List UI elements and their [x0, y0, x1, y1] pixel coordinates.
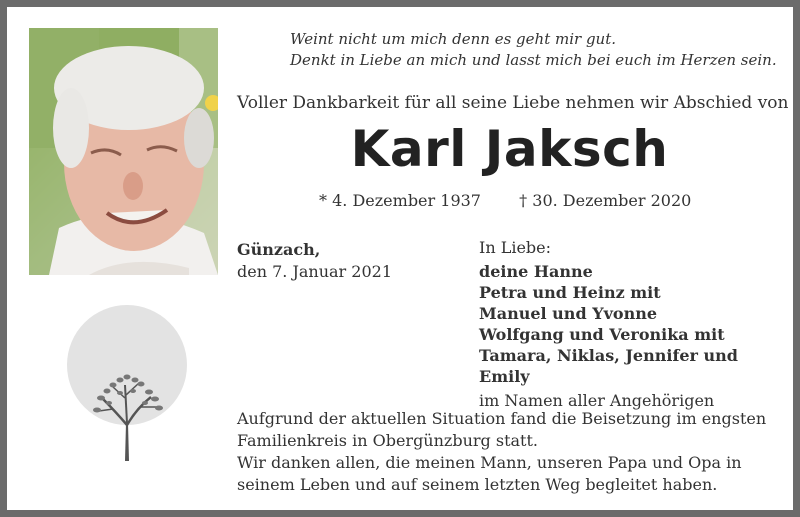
obituary-card: [7, 7, 793, 510]
memorial-quote: [290, 29, 777, 71]
family-closing: im Namen aller Angehörigen: [479, 391, 715, 410]
family-block: [479, 237, 793, 412]
tree-icon: [65, 303, 189, 465]
portrait-photo: [29, 28, 218, 275]
place-city: Günzach,: [237, 240, 321, 259]
quote-line-1: Weint nicht um mich denn es geht mir gut.: [290, 30, 617, 48]
closing-line: Familienkreis in Obergünzburg statt.: [237, 431, 538, 450]
death-date: 30. Dezember 2020: [532, 191, 692, 210]
family-label: In Liebe:: [479, 238, 552, 257]
family-name-item: deine Hanne: [479, 262, 593, 281]
closing-line: Wir danken allen, die meinen Mann, unseren Papa und Opa in: [237, 453, 742, 472]
notice-date: den 7. Januar 2021: [237, 262, 393, 281]
closing-text: [237, 408, 766, 496]
family-names: [479, 261, 793, 387]
family-name-item: Manuel und Yvonne: [479, 304, 658, 323]
family-name-item: Tamara, Niklas, Jennifer und Emily: [479, 346, 738, 386]
birth-date: 4. Dezember 1937: [332, 191, 481, 210]
portrait-illustration: [29, 28, 218, 275]
family-name-item: Petra und Heinz mit: [479, 283, 661, 302]
deceased-name: Karl Jaksch: [350, 120, 669, 178]
life-dates: [319, 191, 691, 210]
place-and-date: [237, 239, 392, 283]
death-cross-icon: †: [519, 191, 528, 210]
family-name-item: Wolfgang und Veronika mit: [479, 325, 725, 344]
closing-line: seinem Leben und auf seinem letzten Weg begleitet haben.: [237, 475, 718, 494]
farewell-intro: Voller Dankbarkeit für all seine Liebe nehmen wir Abschied von: [237, 93, 789, 113]
birth-star-icon: *: [319, 191, 327, 210]
closing-line: Aufgrund der aktuellen Situation fand die Beisetzung im engsten: [237, 409, 767, 428]
quote-line-2: Denkt in Liebe an mich und lasst mich bei euch im Herzen sein.: [290, 51, 777, 69]
